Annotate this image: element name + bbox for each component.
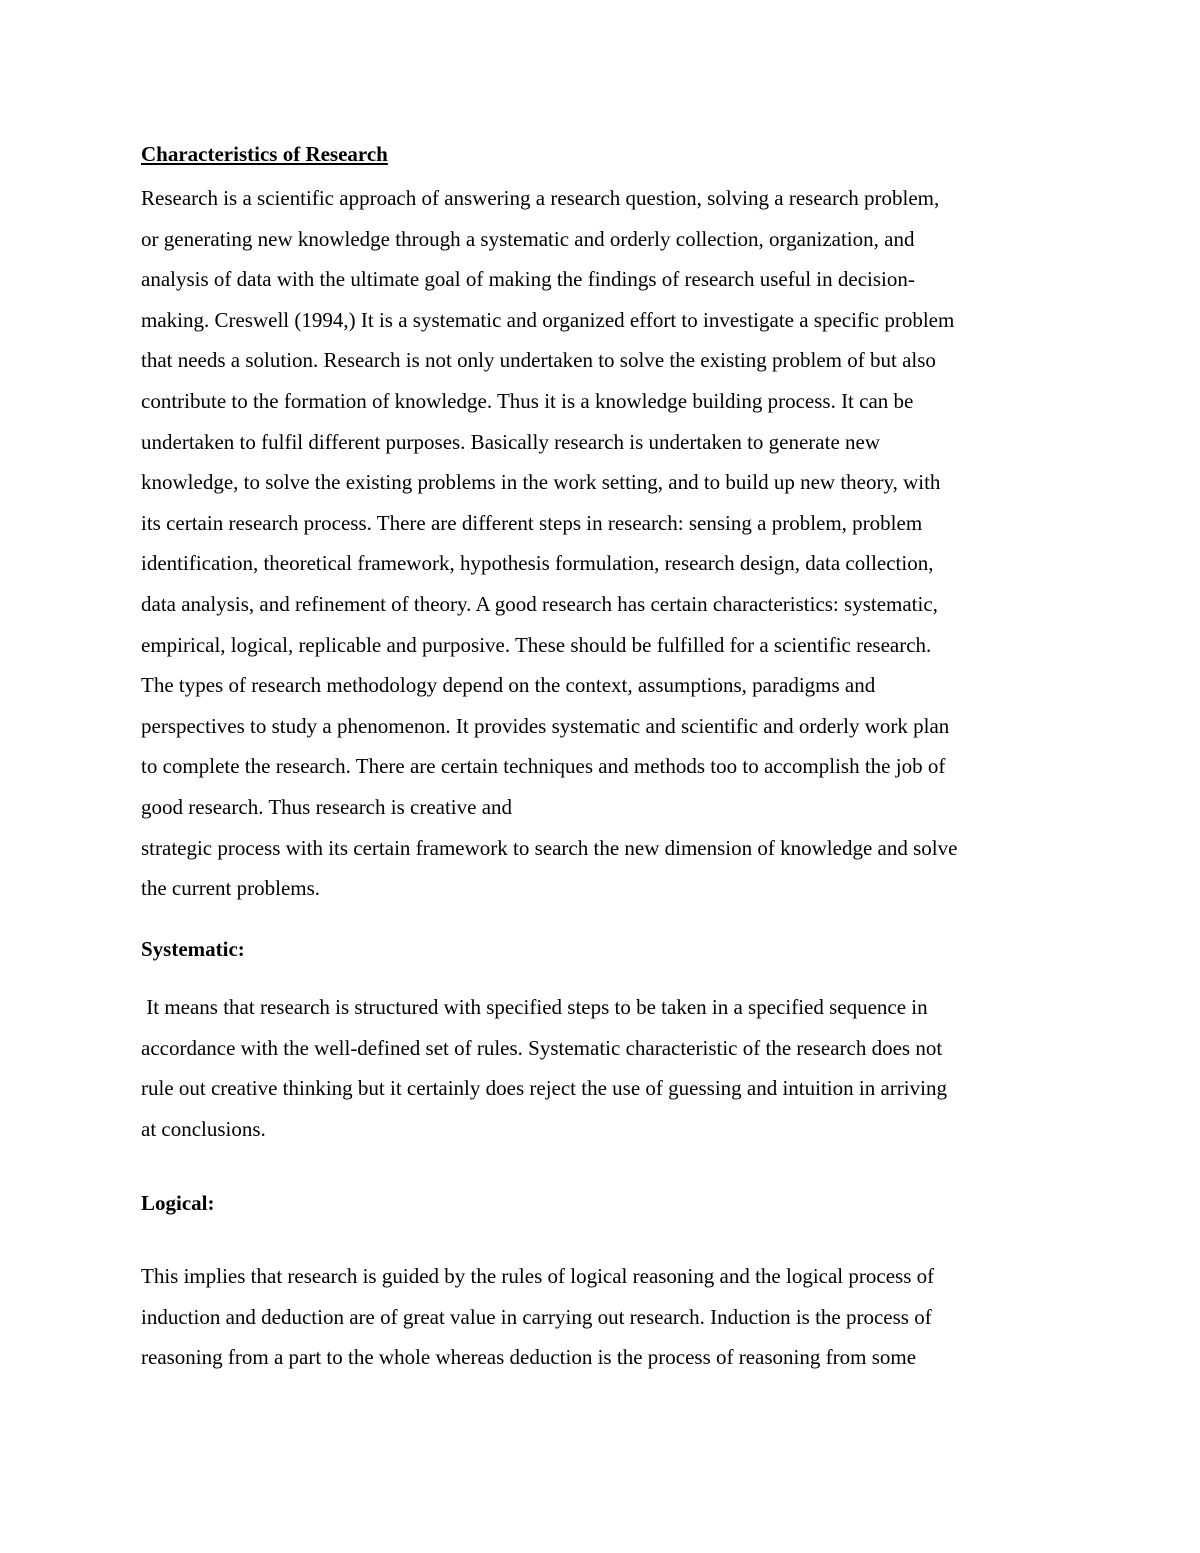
- logical-heading: Logical:: [141, 1190, 215, 1215]
- logical-line: reasoning from a part to the whole whereas deduction is the process of reasoning from some: [141, 1345, 917, 1370]
- systematic-line: accordance with the well-defined set of rules. Systematic characteristic of the research does not: [141, 1035, 943, 1060]
- systematic-line: at conclusions.: [141, 1117, 266, 1142]
- intro-line: identification, theoretical framework, hypothesis formulation, research design, data collection,: [141, 551, 934, 576]
- intro-line: the current problems.: [141, 876, 321, 901]
- intro-line: Research is a scientific approach of answering a research question, solving a research problem,: [141, 186, 940, 210]
- intro-line: undertaken to fulfil different purposes. Basically research is undertaken to generate new: [141, 429, 880, 454]
- intro-line: knowledge, to solve the existing problems in the work setting, and to build up new theory, with: [141, 470, 941, 495]
- intro-line: that needs a solution. Research is not only undertaken to solve the existing problem of but also: [141, 348, 936, 373]
- intro-line: or generating new knowledge through a systematic and orderly collection, organization, and: [141, 226, 915, 251]
- systematic-line: It means that research is structured with specified steps to be taken in a specified sequence in: [141, 995, 928, 1020]
- systematic-heading: Systematic:: [141, 936, 245, 961]
- intro-line: empirical, logical, replicable and purposive. These should be fulfilled for a scientific research.: [141, 632, 932, 657]
- intro-line: analysis of data with the ultimate goal of making the findings of research useful in decision-: [141, 267, 915, 292]
- systematic-paragraph: [141, 987, 1066, 1149]
- document-title: Characteristics of Research: [141, 142, 388, 166]
- systematic-line: rule out creative thinking but it certainly does reject the use of guessing and intuition in arriving: [141, 1076, 947, 1101]
- intro-line: perspectives to study a phenomenon. It provides systematic and scientific and orderly work plan: [141, 713, 950, 738]
- intro-line: data analysis, and refinement of theory. A good research has certain characteristics: systematic,: [141, 591, 938, 616]
- intro-paragraph: [141, 178, 1066, 909]
- intro-line: strategic process with its certain framework to search the new dimension of knowledge and solve: [141, 835, 958, 860]
- intro-line: making. Creswell (1994,) It is a systematic and organized effort to investigate a specific problem: [141, 307, 955, 332]
- intro-line: The types of research methodology depend on the context, assumptions, paradigms and: [141, 673, 876, 698]
- intro-line: good research. Thus research is creative and: [141, 794, 513, 819]
- logical-line: This implies that research is guided by the rules of logical reasoning and the logical process of: [141, 1264, 935, 1289]
- intro-line: its certain research process. There are different steps in research: sensing a problem, problem: [141, 510, 923, 535]
- logical-paragraph: [141, 1256, 1066, 1378]
- document-body: [141, 140, 1066, 1378]
- intro-line: contribute to the formation of knowledge. Thus it is a knowledge building process. It can be: [141, 388, 914, 413]
- intro-line: to complete the research. There are certain techniques and methods too to accomplish the job of: [141, 754, 946, 779]
- logical-line: induction and deduction are of great value in carrying out research. Induction is the process of: [141, 1304, 932, 1329]
